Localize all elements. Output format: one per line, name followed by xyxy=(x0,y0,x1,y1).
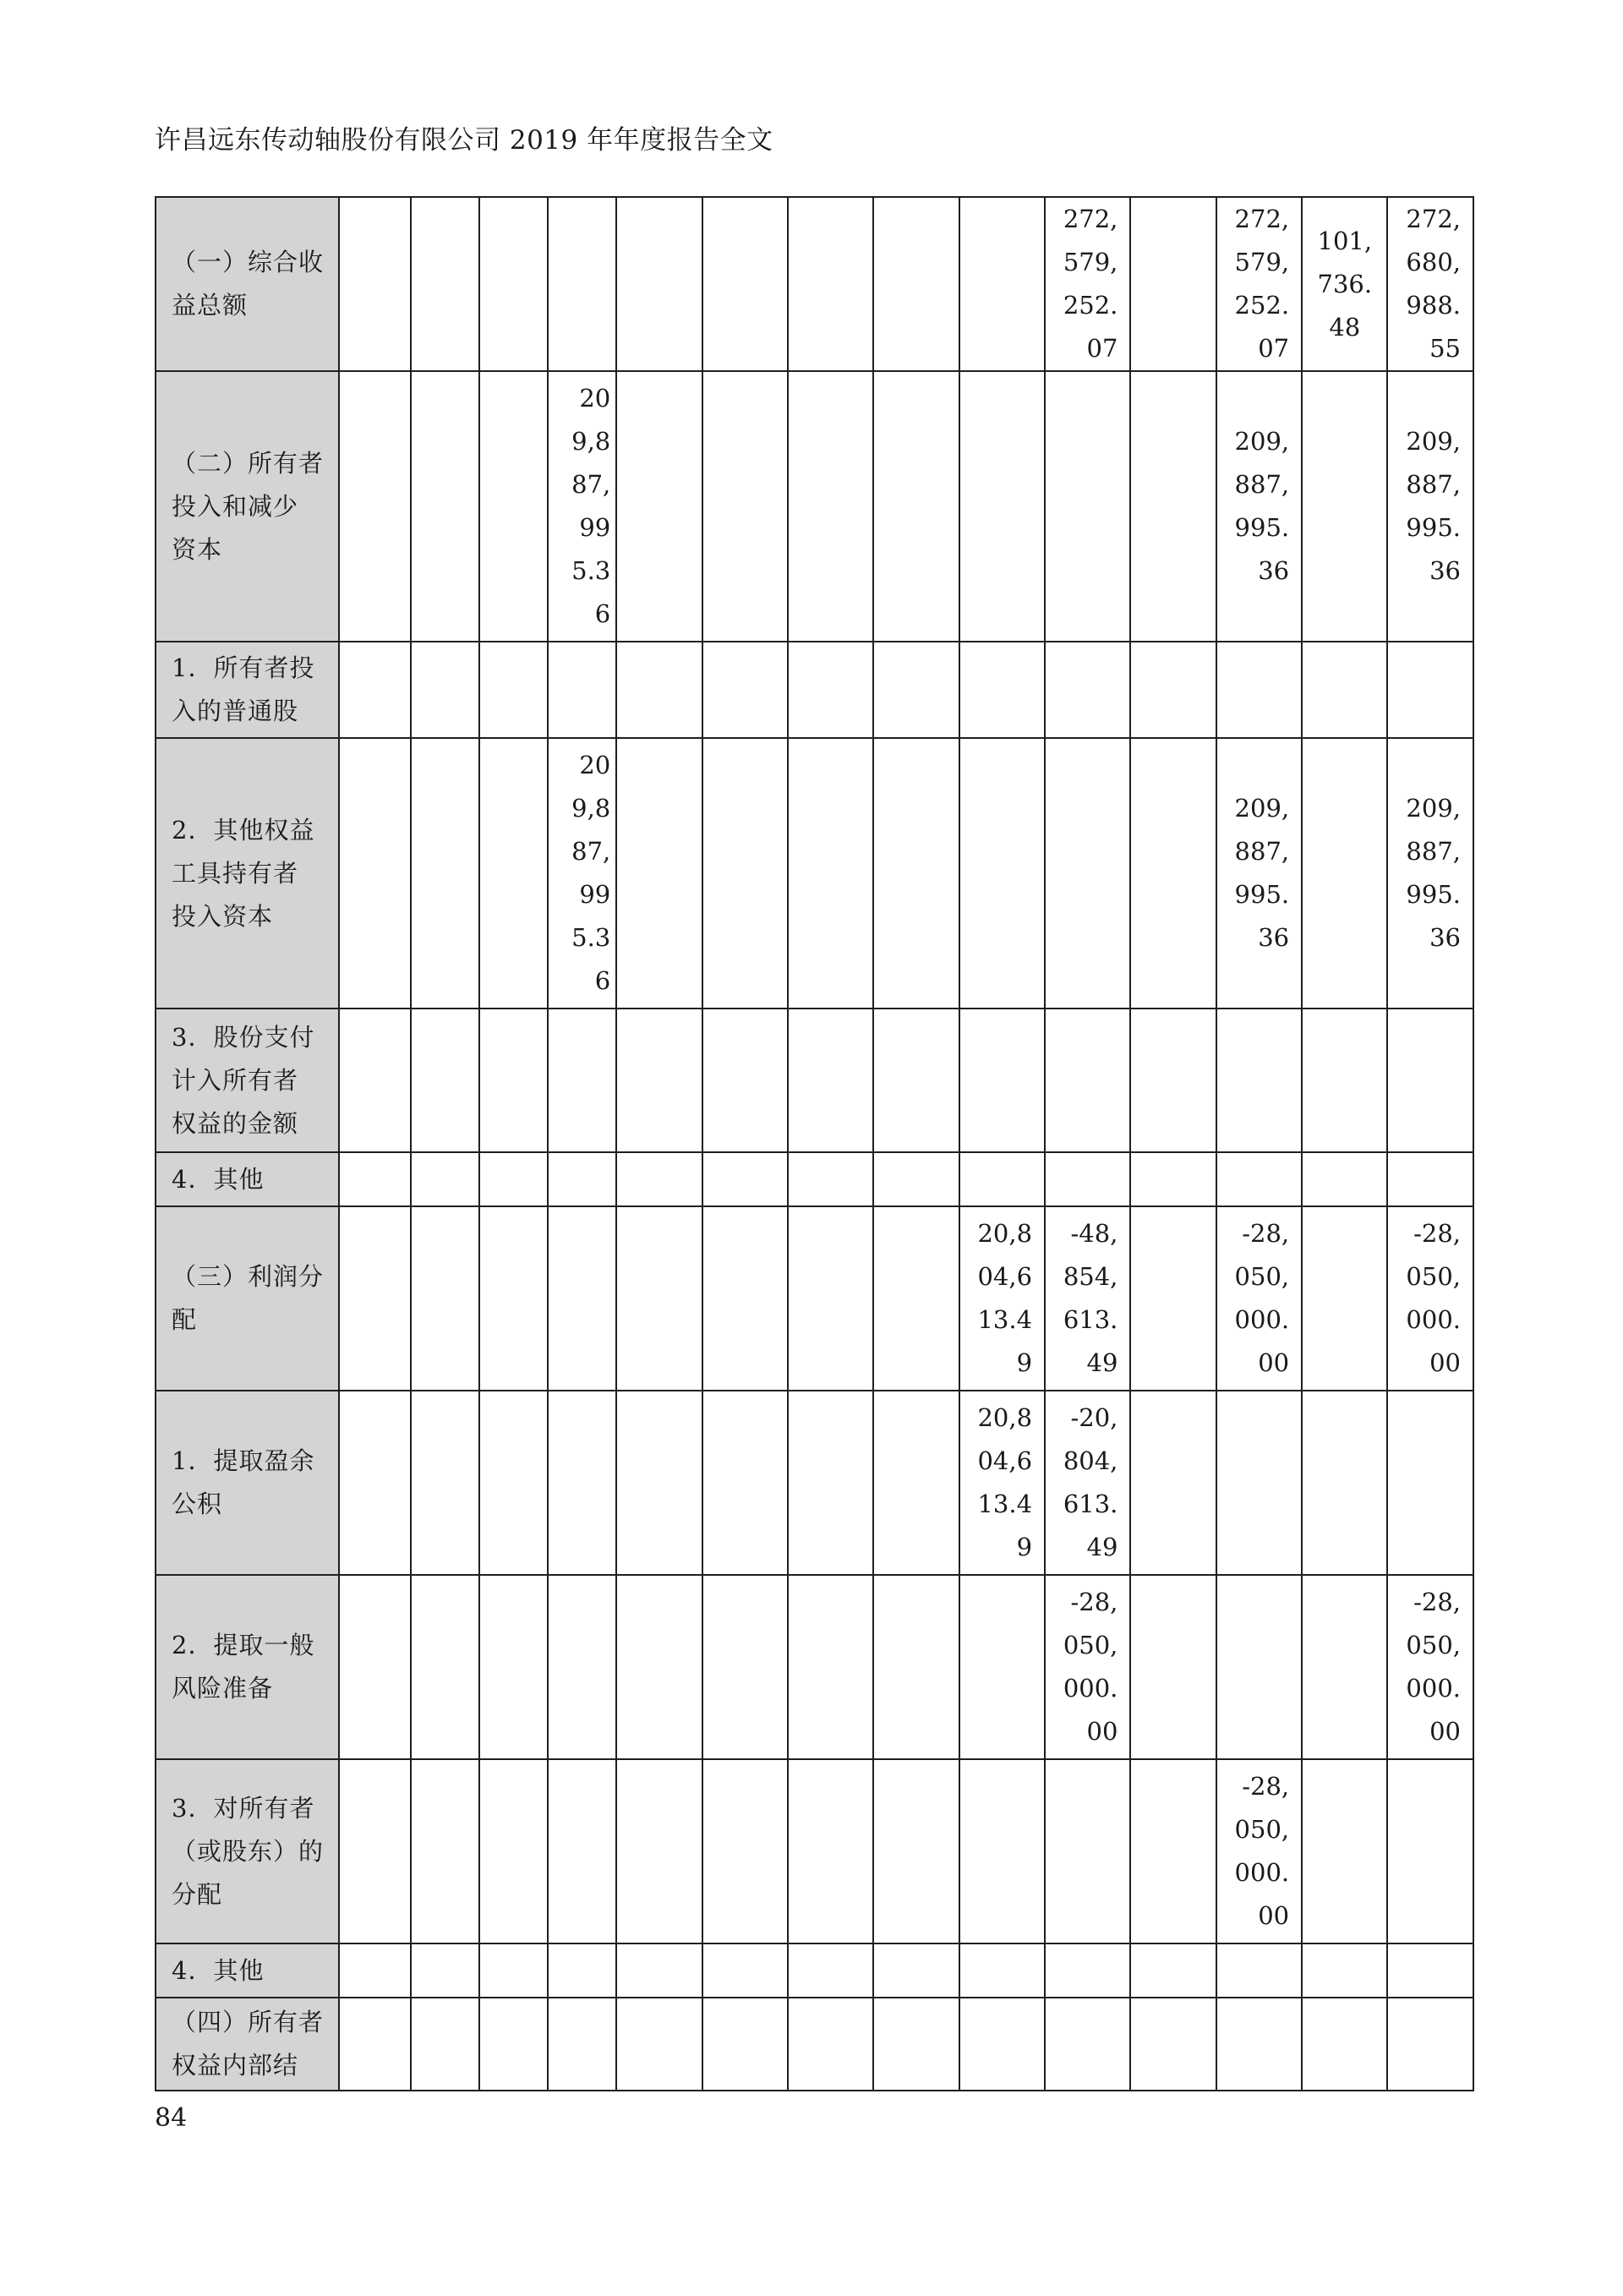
table-cell xyxy=(1130,1575,1216,1759)
table-cell xyxy=(411,642,479,738)
table-cell xyxy=(702,371,788,642)
table-cell xyxy=(788,642,873,738)
table-row xyxy=(156,1206,1473,1391)
table-cell: 209, 887, 995. 36 xyxy=(1387,738,1473,1009)
table-cell xyxy=(1387,642,1473,738)
table-cell xyxy=(1130,738,1216,1009)
table-cell xyxy=(1387,1943,1473,1998)
table-cell xyxy=(1302,738,1387,1009)
table-cell xyxy=(702,1759,788,1943)
table-row xyxy=(156,1575,1473,1759)
table-cell xyxy=(548,642,616,738)
table-cell xyxy=(339,197,411,371)
table-cell xyxy=(548,1391,616,1575)
table-cell xyxy=(1045,1998,1130,2091)
table-cell xyxy=(1302,1943,1387,1998)
table-cell: 272, 680, 988. 55 xyxy=(1387,197,1473,371)
table-cell xyxy=(339,1575,411,1759)
table-cell xyxy=(548,1943,616,1998)
table-cell xyxy=(339,738,411,1009)
table-cell xyxy=(873,197,959,371)
table-cell xyxy=(1045,1943,1130,1998)
table-cell xyxy=(411,1998,479,2091)
table-row xyxy=(156,1998,1473,2091)
table-cell xyxy=(411,1575,479,1759)
table-cell xyxy=(1216,1998,1302,2091)
table-cell xyxy=(1216,1009,1302,1152)
report-header: 许昌远东传动轴股份有限公司 2019 年年度报告全文 xyxy=(155,125,773,156)
table-cell xyxy=(1216,1152,1302,1206)
table-cell: 20 9,8 87, 99 5.3 6 xyxy=(548,371,616,642)
table-cell xyxy=(411,1391,479,1575)
row-label: （一）综合收 益总额 xyxy=(156,197,339,371)
table-cell xyxy=(702,197,788,371)
table-cell xyxy=(1045,1152,1130,1206)
table-row xyxy=(156,1759,1473,1943)
table-cell: -28, 050, 000. 00 xyxy=(1216,1206,1302,1391)
table-cell: -28, 050, 000. 00 xyxy=(1387,1206,1473,1391)
table-cell xyxy=(411,197,479,371)
table-cell xyxy=(702,738,788,1009)
table-cell xyxy=(479,738,548,1009)
table-cell xyxy=(788,1943,873,1998)
table-cell xyxy=(1216,1943,1302,1998)
table-cell xyxy=(1045,371,1130,642)
table-cell xyxy=(702,1943,788,1998)
table-cell xyxy=(339,1206,411,1391)
table-cell xyxy=(1130,1206,1216,1391)
table-cell xyxy=(1130,1759,1216,1943)
table-cell xyxy=(788,197,873,371)
table-cell xyxy=(1302,1759,1387,1943)
table-cell: 20,8 04,6 13.4 9 xyxy=(959,1206,1045,1391)
table-cell xyxy=(788,1391,873,1575)
table-cell xyxy=(959,642,1045,738)
table-cell: 20 9,8 87, 99 5.3 6 xyxy=(548,738,616,1009)
table-cell xyxy=(1216,1391,1302,1575)
table-cell xyxy=(616,642,702,738)
row-label: 2．其他权益 工具持有者 投入资本 xyxy=(156,738,339,1009)
table-cell xyxy=(616,1391,702,1575)
table-row xyxy=(156,738,1473,1009)
table-cell xyxy=(479,1206,548,1391)
row-label: （二）所有者 投入和减少 资本 xyxy=(156,371,339,642)
table-cell: 20,8 04,6 13.4 9 xyxy=(959,1391,1045,1575)
table-cell xyxy=(1130,1391,1216,1575)
table-row xyxy=(156,642,1473,738)
table-cell xyxy=(873,738,959,1009)
table-cell xyxy=(1045,738,1130,1009)
table-cell xyxy=(702,1998,788,2091)
table-cell xyxy=(873,1759,959,1943)
table-cell xyxy=(1302,1206,1387,1391)
table-cell xyxy=(616,738,702,1009)
table-cell xyxy=(479,1998,548,2091)
table-cell xyxy=(339,1391,411,1575)
table-cell xyxy=(873,642,959,738)
table-cell xyxy=(873,1391,959,1575)
table-cell xyxy=(1302,1152,1387,1206)
table-cell xyxy=(339,642,411,738)
row-label: 4．其他 xyxy=(156,1152,339,1206)
table-row xyxy=(156,197,1473,371)
table-cell xyxy=(959,738,1045,1009)
table-cell: -48, 854, 613. 49 xyxy=(1045,1206,1130,1391)
table-cell xyxy=(788,1152,873,1206)
table-cell xyxy=(1045,1009,1130,1152)
table-cell xyxy=(616,1009,702,1152)
table-cell: 101, 736. 48 xyxy=(1302,197,1387,371)
table-cell xyxy=(616,1152,702,1206)
table-cell xyxy=(1130,1998,1216,2091)
table-cell xyxy=(1216,642,1302,738)
table-cell: 272, 579, 252. 07 xyxy=(1045,197,1130,371)
table-cell xyxy=(1216,1575,1302,1759)
table-cell xyxy=(548,1009,616,1152)
table-cell xyxy=(702,1206,788,1391)
table-cell xyxy=(1045,642,1130,738)
table-cell xyxy=(702,1009,788,1152)
table-cell xyxy=(788,1009,873,1152)
table-row xyxy=(156,371,1473,642)
table-cell xyxy=(339,1759,411,1943)
table-cell xyxy=(1302,1998,1387,2091)
row-label: 1．提取盈余 公积 xyxy=(156,1391,339,1575)
table-cell xyxy=(1387,1759,1473,1943)
table-cell xyxy=(1130,1009,1216,1152)
table-cell: 272, 579, 252. 07 xyxy=(1216,197,1302,371)
table-cell xyxy=(479,371,548,642)
table-cell xyxy=(1130,1943,1216,1998)
table-cell xyxy=(702,1575,788,1759)
table-cell xyxy=(411,1943,479,1998)
table-cell xyxy=(1387,1998,1473,2091)
table-cell xyxy=(1302,1575,1387,1759)
table-cell xyxy=(959,371,1045,642)
table-cell xyxy=(1387,1152,1473,1206)
table-cell xyxy=(1302,1391,1387,1575)
table-cell: -20, 804, 613. 49 xyxy=(1045,1391,1130,1575)
table-cell xyxy=(788,738,873,1009)
table-cell xyxy=(1302,642,1387,738)
table-cell xyxy=(959,1152,1045,1206)
table-cell xyxy=(548,1152,616,1206)
table-cell xyxy=(788,1759,873,1943)
table-cell: 209, 887, 995. 36 xyxy=(1387,371,1473,642)
table-row xyxy=(156,1943,1473,1998)
table-cell xyxy=(548,1206,616,1391)
table-cell xyxy=(616,1943,702,1998)
table-cell xyxy=(339,1943,411,1998)
table-cell xyxy=(788,371,873,642)
equity-change-table xyxy=(155,196,1474,2091)
table-cell xyxy=(873,1998,959,2091)
table-cell xyxy=(1130,1152,1216,1206)
table-cell: -28, 050, 000. 00 xyxy=(1387,1575,1473,1759)
page-number: 84 xyxy=(155,2103,188,2133)
table-cell xyxy=(1302,371,1387,642)
table-cell xyxy=(616,1759,702,1943)
table-cell xyxy=(1302,1009,1387,1152)
table-cell xyxy=(616,1206,702,1391)
table-cell xyxy=(616,1575,702,1759)
table-cell xyxy=(411,1152,479,1206)
table-cell: -28, 050, 000. 00 xyxy=(1045,1575,1130,1759)
table-cell xyxy=(411,1759,479,1943)
row-label: 1．所有者投 入的普通股 xyxy=(156,642,339,738)
table-cell xyxy=(411,738,479,1009)
table-cell xyxy=(548,1759,616,1943)
table-cell xyxy=(339,1009,411,1152)
table-cell xyxy=(479,642,548,738)
table-cell xyxy=(873,1575,959,1759)
table-cell xyxy=(873,1943,959,1998)
table-cell xyxy=(616,197,702,371)
table-cell xyxy=(548,197,616,371)
row-label: 4．其他 xyxy=(156,1943,339,1998)
table-cell xyxy=(1130,642,1216,738)
table-cell xyxy=(959,1575,1045,1759)
table-cell xyxy=(479,1759,548,1943)
table-cell xyxy=(959,1998,1045,2091)
table-cell: -28, 050, 000. 00 xyxy=(1216,1759,1302,1943)
table-cell xyxy=(548,1998,616,2091)
table-cell xyxy=(1387,1009,1473,1152)
row-label: 3．对所有者 （或股东）的 分配 xyxy=(156,1759,339,1943)
table-cell xyxy=(788,1998,873,2091)
table-cell: 209, 887, 995. 36 xyxy=(1216,371,1302,642)
table-cell: 209, 887, 995. 36 xyxy=(1216,738,1302,1009)
table-row xyxy=(156,1391,1473,1575)
table-cell xyxy=(479,1152,548,1206)
table-cell xyxy=(479,1391,548,1575)
row-label: 2．提取一般 风险准备 xyxy=(156,1575,339,1759)
table-cell xyxy=(873,1206,959,1391)
table-cell xyxy=(339,371,411,642)
table-cell xyxy=(1045,1759,1130,1943)
table-cell xyxy=(788,1575,873,1759)
table-cell xyxy=(411,371,479,642)
table-cell xyxy=(548,1575,616,1759)
table-cell xyxy=(702,642,788,738)
table-cell xyxy=(479,1575,548,1759)
row-label: （四）所有者 权益内部结 xyxy=(156,1998,339,2091)
table-cell xyxy=(873,1152,959,1206)
table-cell xyxy=(479,1943,548,1998)
table-cell xyxy=(959,1009,1045,1152)
table-cell xyxy=(411,1009,479,1152)
table-row xyxy=(156,1152,1473,1206)
row-label: 3．股份支付 计入所有者 权益的金额 xyxy=(156,1009,339,1152)
table-cell xyxy=(702,1391,788,1575)
table-cell xyxy=(479,1009,548,1152)
table-cell xyxy=(873,1009,959,1152)
table-cell xyxy=(788,1206,873,1391)
table-cell xyxy=(616,371,702,642)
table-row xyxy=(156,1009,1473,1152)
table-cell xyxy=(959,1759,1045,1943)
table-cell xyxy=(1130,197,1216,371)
table-cell xyxy=(1130,371,1216,642)
table-cell xyxy=(702,1152,788,1206)
row-label: （三）利润分 配 xyxy=(156,1206,339,1391)
table-cell xyxy=(411,1206,479,1391)
table-cell xyxy=(959,197,1045,371)
table-cell xyxy=(616,1998,702,2091)
table-cell xyxy=(1387,1391,1473,1575)
table-cell xyxy=(959,1943,1045,1998)
table-cell xyxy=(479,197,548,371)
table-cell xyxy=(339,1998,411,2091)
table-cell xyxy=(339,1152,411,1206)
table-cell xyxy=(873,371,959,642)
